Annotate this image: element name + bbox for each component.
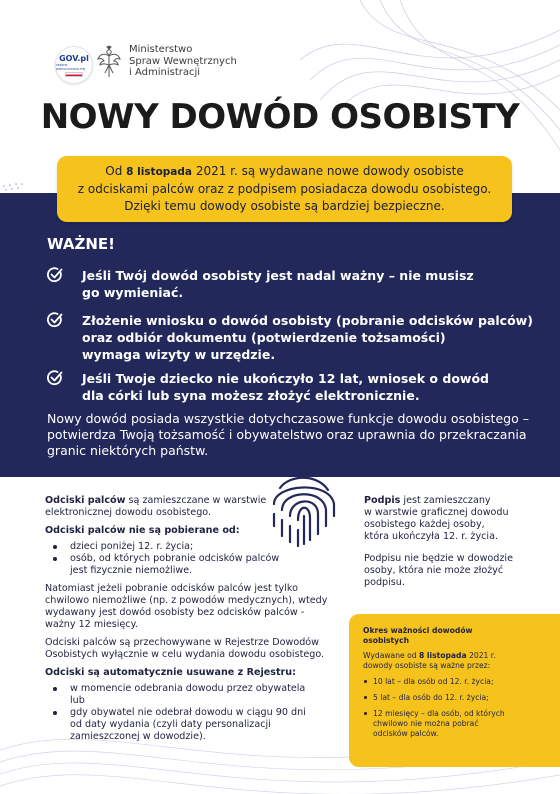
list-item-line: lub [70,695,85,706]
signature-text: jest zamieszczany [400,495,491,506]
list-item-line: od daty wydania (czyli daty personalizacji [70,719,271,730]
item-line: oraz odbiór dokumentu (potwierdzenie tożsamości) [82,330,446,345]
validity-title [363,626,553,646]
notice-line-2: z odciskami palców oraz z podpisem posiadacza dowodu osobistego. [77,182,492,196]
paragraph-line: Nowy dowód posiada wszystkie dotychczasowe funkcje dowodu osobistego – [47,411,529,426]
paragraph-line: wydawany jest dowód osobisty bez odcisków palców - [45,607,305,618]
list-item: dzieci poniżej 12. r. życia; [45,541,333,553]
item-line: wymaga wizyty w urzędzie. [82,347,276,362]
item-line: dla córki lub syna możesz złożyć elektronicznie. [82,388,420,403]
list-item-line: zamieszczonej w dowodzie). [70,731,206,742]
signature-term: Podpis [364,495,401,506]
signature-info [364,495,524,589]
fingerprints-text: elektronicznej dowodu osobistego. [45,507,212,518]
paragraph-line: w warstwie graficznej dowodu [364,507,509,518]
validity-item [363,709,553,739]
paragraph-line: potwierdza Twoją tożsamość i obywatelstwo oraz uprawnia do przekraczania [47,427,527,442]
fingerprints-term: Odciski palców [45,495,126,506]
gov-pl-logo [55,46,93,84]
validity-item: 10 lat – dla osób od 12. r. życia; [363,677,553,687]
validity-item-line: chwilowo nie można pobrać [373,719,479,728]
validity-item-line: 12 miesięcy – dla osób, od których [373,709,505,718]
not-collected-list [45,541,333,577]
validity-item: 5 lat – dla osób do 12. r. życia; [363,693,553,703]
fingerprints-intro [45,495,333,519]
paragraph-line: która ukończyła 12. r. życia. [364,531,498,542]
polish-flag-icon [65,72,83,77]
paragraph-line: Natomiast jeżeli pobranie odcisków palców jest tylko [45,583,298,594]
paragraph-line: osobistego każdej osoby, [364,519,485,530]
validity-text: Wydawane od [363,651,419,660]
notice-line-1 [57,163,512,181]
validity-period-box [349,614,560,767]
paragraph-line: osoby, która nie może złożyć [364,565,504,576]
notice-line-3: Dzięki temu dowody osobiste są bardziej bezpieczne. [124,199,445,213]
id-functions-paragraph [47,411,527,459]
important-item [47,267,527,301]
validity-item-line: odcisków palców. [373,729,439,738]
item-line: go wymieniać. [82,285,184,300]
intro-notice [57,156,512,222]
notice-date: 8 listopada [126,166,192,178]
gov-logo-subtext: SERWIS RZECZYPOSPOLITEJ [56,62,86,71]
auto-removal-heading: Odciski są automatycznie usuwane z Rejestru: [45,667,296,678]
important-heading: WAŻNE! [47,235,115,253]
paragraph-line: Osobistych wyłącznie w celu wydania dowodu osobistego. [45,649,325,660]
list-item-line: gdy obywatel nie odebrał dowodu w ciągu 90 dni [70,707,306,718]
fingerprints-text: są zamieszczane w warstwie [125,495,267,506]
notice-text: Od [105,164,127,178]
validity-intro [363,651,553,661]
item-line: Jeśli Twój dowód osobisty jest nadal ważny – nie musisz [82,268,474,283]
check-circle-icon [47,312,63,328]
validity-title-line: osobistych [363,636,410,645]
gov-logo-text: GOV.pl [59,53,89,63]
important-item [47,312,533,363]
temporary-exception-paragraph [45,583,333,631]
page-title: NOWY DOWÓD OSOBISTY [40,97,520,137]
ministry-line-2: Spraw Wewnętrznych [129,55,237,67]
polish-eagle-icon [97,45,121,79]
paragraph-line: chwilowo niemożliwe (np. z powodów medycznych), wtedy [45,595,328,606]
paragraph-line: granic niektórych państw. [47,443,209,458]
validity-text: 2021 r. [466,651,496,660]
paragraph-line: Odciski palców są przechowywane w Rejestrze Dowodów [45,637,320,648]
notice-text: 2021 r. są wydawane nowe dowody osobiste [192,164,464,178]
paragraph-line: Podpisu nie będzie w dowodzie [364,553,513,564]
check-circle-icon [47,370,63,386]
item-line: Jeśli Twoje dziecko nie ukończyło 12 lat, wniosek o dowód [82,371,489,386]
validity-title-line: Okres ważności dowodów [363,626,473,635]
list-item-continuation: jest fizycznie niemożliwe. [70,565,193,576]
paragraph-line: podpisu. [364,577,405,588]
list-item: osób, od których pobranie odcisków palców [45,553,333,565]
validity-date: 8 listopada [419,651,467,660]
important-item-text [82,267,474,301]
important-item [47,370,527,404]
registry-paragraph [45,637,333,661]
important-item-text [82,312,533,363]
paragraph-line: ważny 12 miesięcy. [45,619,138,630]
decorative-wave-lines [300,0,560,170]
ministry-line-1: Ministerstwo [129,44,193,55]
validity-content [363,626,553,739]
important-item-text [82,370,489,404]
validity-text: dowody osobiste są ważne przez: [363,661,491,670]
ministry-name [129,44,279,79]
item-line: Złożenie wniosku o dowód osobisty (pobranie odcisków palców) [82,313,533,328]
check-circle-icon [47,267,63,283]
list-item-line: w momencie odebrania dowodu przez obywatela [70,683,306,694]
not-collected-heading: Odciski palców nie są pobierane od: [45,525,240,536]
ministry-line-3: i Administracji [129,67,201,78]
